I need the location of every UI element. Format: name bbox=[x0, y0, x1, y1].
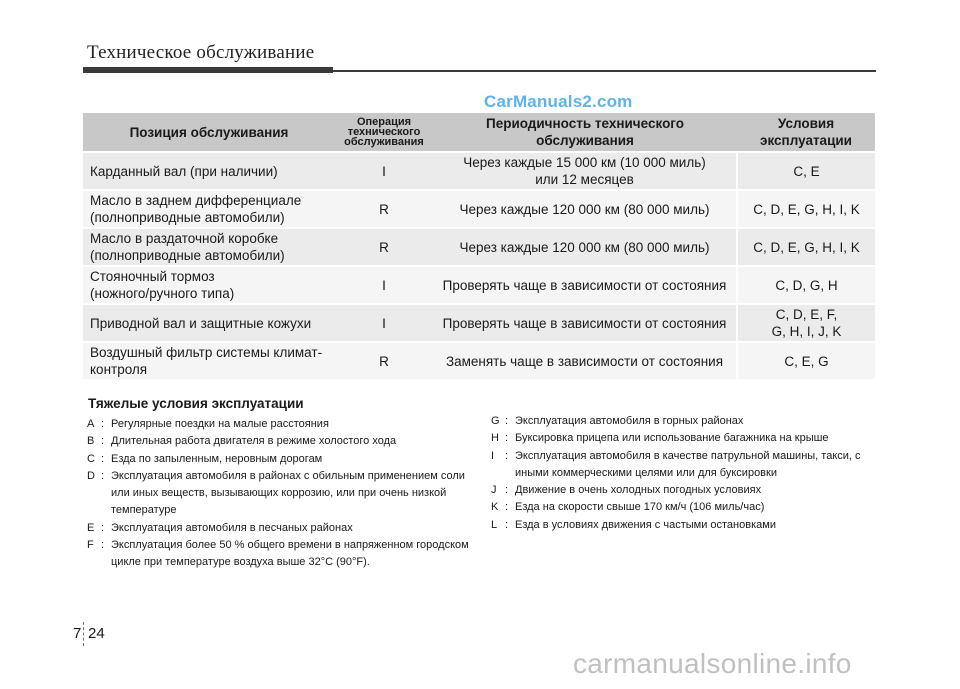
row-conditions-cell-text: C, E, G bbox=[784, 353, 829, 369]
condition-separator: : bbox=[101, 452, 105, 465]
row-interval-cell bbox=[433, 190, 737, 228]
condition-code: A bbox=[87, 418, 95, 430]
condition-code: C bbox=[87, 452, 95, 465]
condition-separator: : bbox=[101, 521, 105, 534]
row-operation-cell-text: I bbox=[382, 277, 386, 293]
maintenance-table bbox=[83, 113, 875, 381]
row-conditions-cell bbox=[737, 266, 875, 304]
condition-text: Буксировка прицепа или использование багажника на крыше bbox=[515, 432, 829, 445]
condition-separator: : bbox=[505, 432, 509, 445]
condition-code: B bbox=[87, 435, 95, 448]
condition-separator: : bbox=[505, 484, 509, 497]
row-interval-cell bbox=[433, 342, 737, 380]
row-interval-cell-text: Через каждые 120 000 км (80 000 миль) bbox=[459, 201, 710, 217]
condition-code: K bbox=[491, 501, 499, 514]
conditions-right-list bbox=[491, 413, 891, 534]
condition-text: Эксплуатация автомобиля в горных районах bbox=[515, 415, 744, 427]
row-operation-cell bbox=[335, 342, 433, 380]
table-header-row bbox=[83, 113, 875, 152]
row-item-cell-text: Масло в раздаточной коробке (полноприводные автомобили) bbox=[90, 231, 285, 263]
condition-separator: : bbox=[101, 539, 105, 552]
section-number: 7 bbox=[73, 625, 82, 642]
row-conditions-cell bbox=[737, 342, 875, 380]
page-number-divider bbox=[83, 622, 85, 646]
row-operation-cell bbox=[335, 266, 433, 304]
row-interval-cell bbox=[433, 266, 737, 304]
header-conditions-text: Условия эксплуатации bbox=[760, 116, 852, 148]
row-interval-cell bbox=[433, 152, 737, 190]
condition-separator: : bbox=[101, 435, 105, 448]
table-row bbox=[83, 304, 875, 342]
header-interval bbox=[433, 113, 737, 152]
row-interval-cell bbox=[433, 304, 737, 342]
condition-text: Езда в условиях движения с частыми остановками bbox=[515, 518, 776, 531]
condition-separator: : bbox=[505, 501, 509, 514]
row-operation-cell bbox=[335, 152, 433, 190]
condition-code: H bbox=[491, 432, 499, 445]
row-item-cell bbox=[83, 304, 335, 342]
condition-code: J bbox=[491, 484, 497, 497]
row-item-cell-text: Стояночный тормоз (ножного/ручного типа) bbox=[90, 269, 235, 301]
row-operation-cell bbox=[335, 228, 433, 266]
condition-separator: : bbox=[505, 449, 509, 462]
row-item-cell-text: Масло в заднем дифференциале (полноприводные автомобили) bbox=[90, 193, 302, 225]
condition-separator: : bbox=[101, 469, 105, 482]
row-conditions-cell bbox=[737, 190, 875, 228]
row-conditions-cell-text: C, D, E, G, H, I, K bbox=[753, 201, 860, 217]
header-rule bbox=[333, 70, 876, 72]
row-conditions-cell-text: C, D, E, F, G, H, I, J, K bbox=[771, 307, 842, 339]
table-row bbox=[83, 190, 875, 228]
conditions-title: Тяжелые условия эксплуатации bbox=[88, 396, 304, 411]
row-interval-cell-text: Заменять чаще в зависимости от состояния bbox=[445, 353, 724, 369]
row-interval-cell-text: Проверять чаще в зависимости от состояния bbox=[442, 277, 727, 293]
condition-text: Движение в очень холодных погодных условиях bbox=[515, 484, 762, 497]
watermark-bottom: carmanualsonline.info bbox=[573, 648, 852, 679]
row-operation-cell-text: I bbox=[382, 315, 386, 331]
condition-item bbox=[87, 433, 477, 450]
row-conditions-cell bbox=[737, 304, 875, 342]
condition-code: I bbox=[491, 449, 495, 462]
header-item: Позиция обслуживания bbox=[83, 113, 335, 152]
row-interval-cell bbox=[433, 228, 737, 266]
condition-code: F bbox=[87, 539, 94, 552]
header-operation-text: Операция технического обслуживания bbox=[344, 116, 424, 148]
watermark-top: CarManuals2.com bbox=[484, 92, 633, 111]
row-operation-cell bbox=[335, 190, 433, 228]
table-row bbox=[83, 228, 875, 266]
row-interval-cell-text: Через каждые 15 000 км (10 000 миль) или 12 месяцев bbox=[463, 155, 706, 187]
row-conditions-cell bbox=[737, 152, 875, 190]
table-row bbox=[83, 342, 875, 380]
row-conditions-cell-text: C, D, G, H bbox=[775, 277, 838, 293]
condition-separator: : bbox=[505, 415, 509, 427]
condition-item bbox=[491, 448, 891, 483]
condition-item bbox=[491, 499, 891, 516]
condition-separator: : bbox=[505, 518, 509, 531]
condition-item bbox=[491, 482, 891, 499]
row-item-cell-text: Приводной вал и защитные кожухи bbox=[90, 315, 312, 331]
condition-item bbox=[491, 430, 891, 447]
row-interval-cell-text: Проверять чаще в зависимости от состояния bbox=[442, 315, 727, 331]
condition-text: Эксплуатация более 50 % общего времени в напряженном городском цикле при температуре воздуха выше 32°C (90°F). bbox=[111, 539, 469, 569]
table-row bbox=[83, 266, 875, 304]
condition-text: Регулярные поездки на малые расстояния bbox=[111, 418, 329, 430]
condition-item bbox=[87, 468, 477, 520]
row-conditions-cell-text: C, E bbox=[793, 163, 820, 179]
condition-text: Эксплуатация автомобиля в районах с обильным применением соли или иных веществ, вызывающих коррозию, или при очень низкой температуре bbox=[111, 469, 465, 517]
condition-code: D bbox=[87, 469, 95, 482]
condition-item bbox=[87, 537, 477, 572]
condition-text: Эксплуатация автомобиля в песчаных районах bbox=[111, 521, 353, 534]
row-operation-cell-text: R bbox=[379, 239, 389, 255]
condition-text: Длительная работа двигателя в режиме холостого хода bbox=[111, 435, 397, 448]
condition-item bbox=[87, 451, 477, 468]
condition-code: E bbox=[87, 521, 95, 534]
row-conditions-cell bbox=[737, 228, 875, 266]
header-conditions bbox=[737, 113, 875, 152]
row-item-cell bbox=[83, 266, 335, 304]
header-interval-text: Периодичность технического обслуживания bbox=[485, 116, 685, 148]
row-operation-cell-text: R bbox=[379, 201, 389, 217]
row-operation-cell-text: I bbox=[382, 163, 386, 179]
row-operation-cell bbox=[335, 304, 433, 342]
condition-item bbox=[87, 520, 477, 537]
condition-code: L bbox=[491, 518, 498, 531]
condition-text: Езда на скорости свыше 170 км/ч (106 миль/час) bbox=[515, 501, 765, 514]
table-row bbox=[83, 152, 875, 190]
page-header-title: Техническое обслуживание bbox=[87, 42, 315, 63]
condition-text: Эксплуатация автомобиля в качестве патрульной машины, такси, с иными коммерческими целями или для буксировки bbox=[515, 449, 861, 479]
condition-item bbox=[491, 517, 891, 534]
row-item-cell-text: Карданный вал (при наличии) bbox=[90, 163, 278, 179]
header-bar bbox=[83, 67, 333, 73]
row-conditions-cell-text: C, D, E, G, H, I, K bbox=[753, 239, 860, 255]
condition-item bbox=[87, 416, 477, 433]
condition-separator: : bbox=[101, 418, 105, 430]
row-item-cell bbox=[83, 228, 335, 266]
row-item-cell bbox=[83, 190, 335, 228]
row-interval-cell-text: Через каждые 120 000 км (80 000 миль) bbox=[459, 239, 710, 255]
condition-text: Езда по запыленным, неровным дорогам bbox=[111, 452, 323, 465]
row-item-cell bbox=[83, 152, 335, 190]
page-index: 24 bbox=[88, 625, 105, 642]
conditions-left-list bbox=[87, 416, 477, 572]
row-item-cell bbox=[83, 342, 335, 380]
condition-item bbox=[491, 413, 891, 430]
row-operation-cell-text: R bbox=[379, 353, 389, 369]
condition-code: G bbox=[491, 415, 500, 427]
header-operation bbox=[335, 113, 433, 152]
row-item-cell-text: Воздушный фильтр системы климат- контроля bbox=[90, 345, 323, 377]
